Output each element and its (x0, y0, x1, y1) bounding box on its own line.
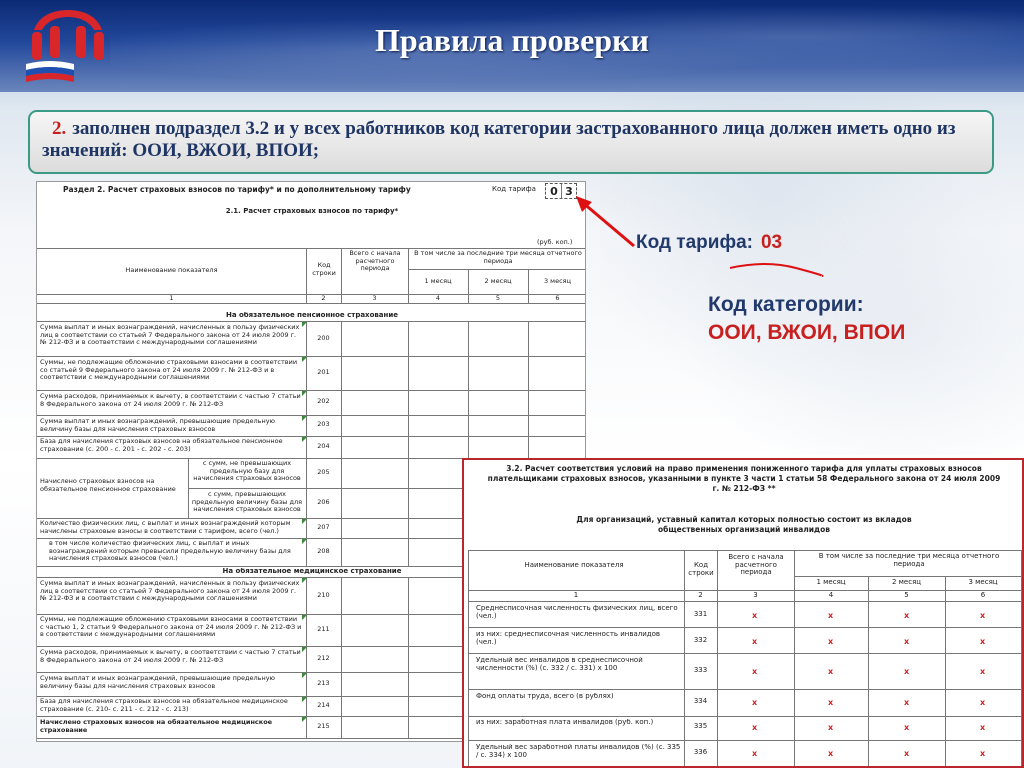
cell-x-mark: x (980, 749, 986, 758)
form1-row-code: 201 (317, 369, 330, 376)
cell-x-mark: x (980, 723, 986, 732)
page-title: Правила проверки (375, 22, 649, 58)
slide-header (0, 0, 1024, 92)
cell-x-mark: x (752, 698, 758, 707)
rule-text: заполнен подраздел 3.2 и у всех работников код категории застрахованного лица должен иметь одно из значений: ООИ, ВЖОИ, ВПОИ; (42, 118, 956, 161)
form1-row-code: 202 (317, 398, 330, 405)
form-section-3-2 (462, 458, 1024, 768)
form1-row-code: 210 (317, 592, 330, 599)
cell-x-mark: x (904, 611, 910, 620)
form1-row-code: 204 (317, 443, 330, 450)
form1-row-text: в том числе количество физических лиц, с выплат и иных вознаграждений которым превысили предельную величину базы для начисления страховых взносов (чел.) (49, 540, 291, 563)
form2-colnum: 4 (828, 592, 834, 599)
form2-subtitle: Для организаций, уставный капитал которых полностью состоит из вкладов общественных организаций инвалидов (576, 515, 912, 534)
cell-x-mark: x (904, 749, 910, 758)
form1-row-text: База для начисления страховых взносов на обязательное медицинское страхование (с. 210- с. 211 - с. 212 - с. 213) (40, 698, 288, 713)
form1-colnum: 2 (321, 295, 326, 302)
form2-colnum: 5 (904, 592, 909, 599)
form1-header-code: Код строки (312, 262, 336, 277)
form2-row-code: 333 (693, 667, 708, 674)
form2-row-text: Удельный вес заработной платы инвалидов (%) (с. 335 / с. 334) х 100 (476, 744, 681, 759)
form1-row-text: Начислено страховых взносов на обязательное медицинское страхование (40, 719, 273, 734)
form1-row-text: Количество физических лиц, с выплат и иных вознаграждений которым начислены страховые взносы в соответствии с тарифом, всего (чел.) (40, 520, 291, 535)
form2-row-text: Среднесписочная численность физических лиц, всего (чел.) (476, 605, 678, 620)
category-callout-value: ООИ, ВЖОИ, ВПОИ (708, 321, 906, 344)
form2-header-m1: 1 месяц (816, 579, 846, 586)
form1-row-code: 213 (317, 680, 330, 687)
form2-colnum: 1 (573, 592, 579, 599)
form2-colnum: 2 (698, 592, 703, 599)
tariff-callout (636, 232, 782, 254)
form1-row-code: 215 (317, 723, 330, 730)
form1-colnum: 1 (169, 295, 174, 302)
form1-row-text: с сумм, превышающих предельную величину базы для начисления страховых взносов (191, 491, 303, 514)
cell-x-mark: x (752, 749, 758, 758)
form1-row-code: 212 (317, 655, 330, 662)
rule-box (28, 110, 994, 174)
cell-x-mark: x (904, 698, 910, 707)
form2-row-code: 331 (693, 611, 708, 618)
form2-row-code: 334 (693, 698, 708, 705)
cell-x-mark: x (752, 723, 758, 732)
medical-section-title: На обязательное медицинское страхование (222, 568, 402, 575)
form1-colnum: 5 (495, 295, 501, 302)
form1-row-code: 208 (317, 548, 330, 555)
form1-colnum: 3 (372, 295, 377, 302)
form1-header-m1: 1 месяц (424, 278, 452, 285)
cell-x-mark: x (904, 723, 910, 732)
form2-row-code: 332 (693, 637, 708, 644)
form1-row-text: Сумма выплат и иных вознаграждений, начисленных в пользу физических лиц в соответствии со статьей 7 Федерального закона от 24 июля 2009 г. № 212-ФЗ и в соответствии с международными соглашениями (40, 324, 300, 347)
form1-row-text: Сумма выплат и иных вознаграждений, превышающие предельную величину базы для начисления страховых взносов (40, 675, 276, 690)
form1-section-title: Раздел 2. Расчет страховых взносов по тарифу* и по дополнительному тарифу (63, 186, 411, 194)
form1-row-text: Сумма расходов, принимаемых к вычету, в соответствии с частью 7 статьи 8 Федерального закона от 24 июля 2009 г. № 212-ФЗ (40, 649, 301, 664)
form2-colnum: 6 (980, 592, 986, 599)
form1-row-text: Сумма выплат и иных вознаграждений, начисленных в пользу физических лиц в соответствии со статьей 7 Федерального закона от 24 июля 2009 г. № 212-ФЗ и в соответствии с международными соглашениями (40, 580, 300, 603)
category-callout-label: Код категории: (708, 293, 864, 316)
cell-x-mark: x (980, 611, 986, 620)
form2-row-text: Удельный вес инвалидов в среднесписочной численности (%) (с. 332 / с. 331) х 100 (476, 657, 643, 672)
form1-group-label: Начислено страховых взносов на обязательное пенсионное страхование (40, 478, 176, 493)
form1-row-code: 205 (317, 469, 330, 476)
form2-row-code: 336 (693, 749, 708, 756)
form1-subtitle: 2.1. Расчет страховых взносов по тарифу* (225, 208, 399, 215)
form2-row-text: из них: заработная плата инвалидов (руб. коп.) (476, 719, 654, 726)
form1-row-text: Сумма выплат и иных вознаграждений, превышающие предельную величину базы для начисления страховых взносов (40, 418, 276, 433)
form1-row-text: База для начисления страховых взносов на обязательное пенсионное страхование (с. 200 - с. 201 - с. 202 - с. 203) (40, 438, 283, 453)
form1-row-code: 207 (317, 524, 330, 531)
form1-row-code: 214 (317, 702, 330, 709)
form1-unit: (руб. коп.) (537, 239, 573, 246)
form2-header-m2: 2 месяц (891, 579, 922, 586)
cell-x-mark: x (904, 637, 910, 646)
form1-row-text: Сумма расходов, принимаемых к вычету, в соответствии с частью 7 статьи 8 Федерального закона от 24 июля 2009 г. № 212-ФЗ (40, 393, 301, 408)
tariff-code-label: Код тарифа (492, 186, 536, 193)
form1-row-text: с сумм, не превышающих предельную базу для начисления страховых взносов (193, 460, 301, 483)
form1-row-text: Суммы, не подлежащие обложению страховыми взносами в соответствии с частью 1, 2 статьи 9 Федерального закона от 24 июля 2009 г. № 212-ФЗ и в соответствии с международными соглашениями (40, 616, 302, 639)
cell-x-mark: x (752, 611, 758, 620)
cell-x-mark: x (828, 667, 834, 676)
form2-row-text: Фонд оплаты труда, всего (в рублях) (476, 693, 614, 700)
tariff-digit-2: 3 (565, 185, 573, 198)
form1-row-code: 203 (317, 421, 330, 428)
form2-colnum: 3 (753, 592, 758, 599)
cell-x-mark: x (980, 637, 986, 646)
underline-curve (726, 262, 826, 282)
cell-x-mark: x (980, 667, 986, 676)
cell-x-mark: x (828, 723, 834, 732)
cell-x-mark: x (828, 637, 834, 646)
form2-title: 3.2. Расчет соответствия условий на право применения пониженного тарифа для уплаты страховых взносов плательщиками страховых взносов, указанными в пункте 3 части 1 статьи 58 Федерального закона от 24 июля 2009 г. № 212-ФЗ ** (487, 464, 1001, 493)
rule-number: 2. (52, 118, 67, 139)
cell-x-mark: x (828, 698, 834, 707)
form1-row-code: 206 (317, 499, 330, 506)
form1-row-code: 200 (317, 335, 330, 342)
category-callout (708, 291, 905, 347)
form1-colnum: 4 (435, 295, 441, 302)
form1-row-text: Суммы, не подлежащие обложению страховыми взносами в соответствии со статьей 9 Федерального закона от 24 июля 2009 г. № 212-ФЗ и в соответствии с международными соглашениями (40, 359, 298, 382)
form2-header-code: Код строки (688, 562, 714, 577)
cell-x-mark: x (828, 749, 834, 758)
form1-row-code: 211 (317, 626, 330, 633)
form1-colnum: 6 (555, 295, 560, 302)
form2-header-m3: 3 месяц (968, 579, 998, 586)
form1-header-m2: 2 месяц (484, 278, 512, 285)
cell-x-mark: x (828, 611, 834, 620)
pension-section-title: На обязательное пенсионное страхование (225, 312, 399, 319)
form1-header-last3: В том числе за последние три месяца отчетного периода (414, 250, 582, 265)
form1-header-m3: 3 месяц (543, 278, 571, 285)
form2-header-last3: В том числе за последние три месяца отчетного периода (818, 553, 1000, 568)
form2-row-text: из них: среднесписочная численность инвалидов (чел.) (476, 631, 661, 646)
form2-header-total: Всего с начала расчетного периода (728, 554, 784, 577)
cell-x-mark: x (980, 698, 986, 707)
cell-x-mark: x (752, 667, 758, 676)
tariff-callout-value: 03 (760, 232, 783, 253)
form2-header-name: Наименование показателя (524, 562, 624, 569)
cell-x-mark: x (752, 637, 758, 646)
form2-row-code: 335 (693, 723, 708, 730)
cell-x-mark: x (904, 667, 910, 676)
tariff-digit-1: 0 (550, 185, 558, 198)
tariff-callout-label: Код тарифа: (636, 232, 753, 253)
form1-header-total: Всего с начала расчетного периода (349, 250, 401, 273)
form1-header-name: Наименование показателя (125, 267, 218, 274)
